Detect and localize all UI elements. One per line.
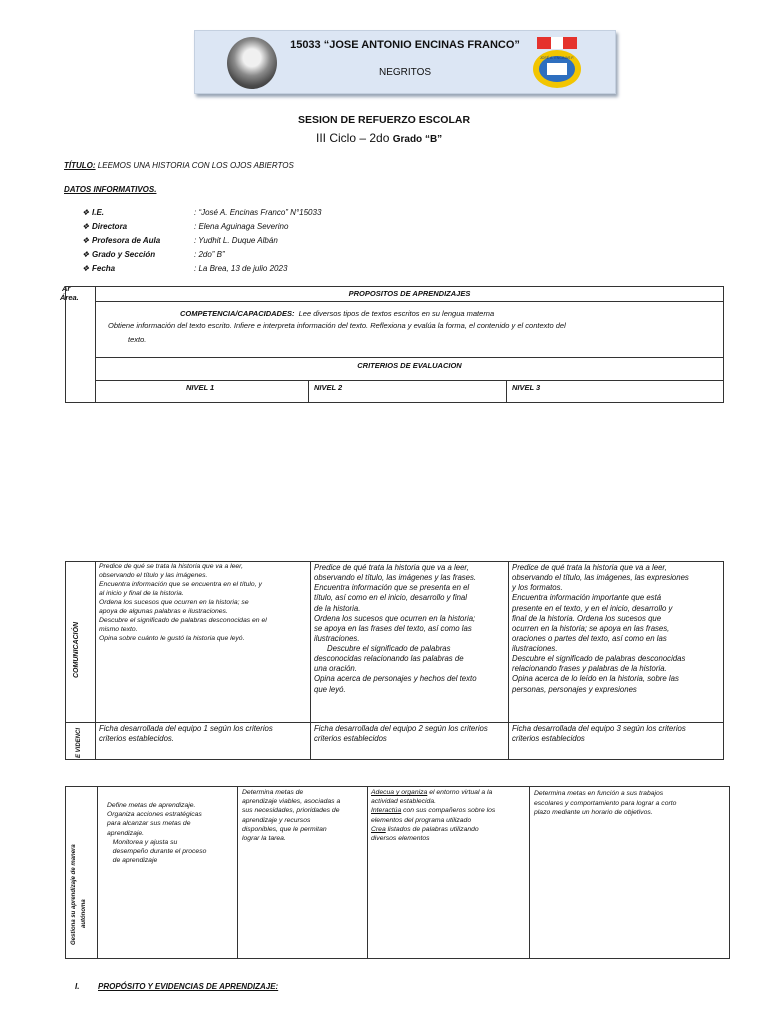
titulo-label: TÍTULO:: [64, 161, 96, 170]
cell-line: Opina acerca de lo leído en la historia, sobre las: [512, 674, 679, 684]
cell-line: criterios establecidos: [512, 734, 585, 744]
propositos-heading: PROPOSITOS DE APRENDIZAJES: [348, 289, 471, 298]
cell-text: con sus compañeros sobre los: [401, 807, 496, 815]
datos-label: DATOS INFORMATIVOS.: [64, 185, 157, 194]
table3-divider: [529, 786, 530, 959]
titulo-value: LEEMOS UNA HISTORIA CON LOS OJOS ABIERTOS: [97, 161, 294, 170]
area-comunicacion: COMUNICACIÓN: [73, 622, 80, 678]
cell-text: diversos elementos: [371, 834, 430, 842]
cell-line: criterios establecidos: [314, 734, 387, 744]
cell-line: apoya de algunas palabras e ilustraciones.: [99, 607, 228, 615]
cell-line: criterios establecidos.: [99, 734, 174, 744]
table1-divider: [95, 380, 724, 381]
session-title: SESION DE REFUERZO ESCOLAR: [297, 114, 471, 126]
cell-line: Ordena los sucesos que ocurren en la historia;: [314, 613, 476, 623]
table1-divider: [95, 301, 724, 302]
cell-line: Descubre el significado de palabras: [314, 644, 451, 653]
table3-divider: [237, 786, 238, 959]
cycle-text: III Ciclo – 2do: [316, 131, 390, 145]
datos-key: Directora: [92, 222, 128, 231]
cell-line: una oración.: [314, 664, 357, 674]
cell-line: se apoya en las frases del texto, así como las: [314, 623, 472, 633]
cell-line: Organiza acciones estratégicas: [107, 811, 202, 819]
cell-text: el entorno virtual a la: [427, 789, 493, 796]
cell-line: desempeño durante el proceso: [107, 847, 207, 855]
nivel1-cell: [99, 563, 307, 644]
cell-line: Define metas de aprendizaje.: [107, 802, 196, 809]
diamond-bullet-icon: ❖: [82, 236, 90, 245]
evidencia2-cell: [314, 724, 506, 744]
cell-line: relacionando frases y palabras de la historia.: [512, 664, 667, 674]
competencia-label: COMPETENCIA/CAPACIDADES:: [180, 309, 295, 318]
cell-underlined: Interactúa: [371, 807, 402, 815]
cell-line: aprendizaje viables, asociadas a: [242, 798, 341, 806]
cell-line: escolares y comportamiento para lograr a corto: [534, 799, 677, 807]
cell-line: aprendizaje.: [107, 829, 145, 837]
table3-divider: [367, 786, 368, 959]
school-badge-icon: [531, 35, 583, 89]
titulo-line: [64, 161, 294, 170]
cell-line: [371, 816, 527, 825]
grade-text: Grado “B”: [392, 134, 443, 145]
datos-key: Fecha: [92, 264, 116, 273]
cell-line: Predice de qué trata la historia que va a leer,: [314, 563, 469, 572]
diamond-bullet-icon: ❖: [82, 208, 90, 217]
cell-line: [371, 806, 527, 815]
table3-divider: [97, 786, 98, 959]
table2-divider: [508, 561, 509, 760]
nivel1-header: NIVEL 1: [186, 383, 215, 392]
cell-line: observando el título y las imágenes.: [99, 571, 208, 579]
cell-line: disponibles, que le permitan: [242, 825, 327, 833]
cell-line: mismo texto.: [99, 625, 138, 633]
nivel2-cell: [314, 563, 506, 695]
datos-key: Grado y Sección: [92, 250, 156, 259]
cell-line: Encuentra información que se encuentra en el título, y: [99, 580, 262, 588]
cell-line: Descubre el significado de palabras desconocidas en el: [99, 616, 267, 624]
datos-value: : “José A. Encinas Franco” N°15033: [194, 208, 322, 217]
cell-line: ilustraciones.: [512, 644, 558, 653]
cell-line: Opina sobre cuánto le gustó la historia que leyó.: [99, 634, 245, 642]
cell-line: para alcanzar sus metas de: [107, 820, 191, 828]
nivel3-cell: [512, 563, 720, 695]
cell-line: Predice de qué trata la historia que va a leer,: [512, 563, 667, 572]
cell-line: ocurren en la historia; se apoya en las frases,: [512, 623, 670, 633]
area-gestiona-1: Gestiona su aprendizaje de manera: [71, 844, 77, 945]
capacidades-line-1: Obtiene información del texto escrito. Infiere e interpreta información del texto. Reflexiona y evalúa la forma, el contenido y el contexto del: [108, 321, 566, 330]
cell-line: Ficha desarrollada del equipo 1 según los criterios: [99, 724, 273, 733]
cell-line: Ficha desarrollada del equipo 2 según los criterios: [314, 724, 488, 733]
table1-divider: [308, 380, 309, 403]
table2-divider: [310, 561, 311, 760]
cell-line: [371, 834, 527, 843]
cell-line: personas, personajes y expresiones: [512, 684, 637, 694]
diamond-bullet-icon: ❖: [82, 222, 90, 231]
table1-divider: [95, 357, 724, 358]
cell-line: plazo mediante un horario de objetivos.: [534, 809, 653, 817]
datos-row-directora: [82, 222, 289, 231]
cell-line: final de la historia. Ordena los sucesos que: [512, 613, 662, 623]
footer-numeral: I.: [75, 982, 80, 991]
cell-line: aprendizaje y recursos: [242, 816, 311, 824]
cell-line: [371, 825, 527, 834]
gestiona-col2: [242, 788, 366, 843]
capacidades-line-2: texto.: [128, 335, 147, 344]
cell-line: ilustraciones.: [314, 633, 360, 643]
cell-line: Ficha desarrollada del equipo 3 según los criterios: [512, 724, 686, 733]
criterios-heading: CRITERIOS DE EVALUACION: [357, 361, 462, 370]
cell-line: [371, 797, 527, 806]
datos-row-ie: [82, 208, 322, 217]
footer-title: PROPÓSITO Y EVIDENCIAS DE APRENDIZAJE:: [98, 982, 279, 991]
nivel3-header: NIVEL 3: [512, 383, 541, 392]
cell-line: observando el título, las imágenes, las expresiones: [512, 573, 689, 583]
cell-underlined: Adecua y organiza: [371, 789, 428, 796]
evidencia1-cell: [99, 724, 307, 744]
cell-line: oraciones o partes del texto, así como en las: [512, 633, 667, 643]
cell-line: Descubre el significado de palabras desconocidas: [512, 654, 686, 664]
cell-line: título, así como en el inicio, desarrollo y final: [314, 593, 467, 603]
datos-row-fecha: [82, 264, 288, 273]
table2-divider: [95, 561, 96, 760]
cell-line: Ordena los sucesos que ocurren en la historia; se: [99, 598, 249, 606]
session-cycle: [316, 131, 442, 145]
cell-line: Opina acerca de personajes y hechos del texto: [314, 674, 477, 684]
cell-line: observando el título, las imágenes y las frases.: [314, 573, 477, 583]
datos-value: : La Brea, 13 de julio 2023: [194, 264, 288, 273]
cell-underlined: Crea: [371, 825, 386, 833]
datos-value: : 2do” B”: [194, 250, 225, 259]
datos-key: I.E.: [92, 208, 105, 217]
cell-line: de la historia.: [314, 603, 361, 613]
diamond-bullet-icon: ❖: [82, 250, 90, 259]
area-label-1: Ar: [62, 284, 71, 293]
cell-text: listados de palabras utilizando: [385, 825, 479, 833]
area-label-2: Área.: [60, 293, 79, 302]
datos-key: Profesora de Aula: [92, 236, 161, 245]
cell-line: Predice de qué se trata la historia que va a leer,: [99, 563, 243, 570]
propositos-table: [65, 286, 724, 403]
cell-line: lograr la tarea.: [242, 834, 286, 842]
cell-line: presente en el texto, y en el inicio, desarrollo y: [512, 603, 673, 613]
area-evidencia: E VIDENCI: [76, 727, 82, 758]
cell-line: Encuentra información importante que está: [512, 593, 662, 603]
school-name: 15033 “JOSE ANTONIO ENCINAS FRANCO”: [290, 39, 520, 51]
school-header: [194, 30, 616, 94]
gestiona-col3: [371, 788, 527, 843]
table1-divider: [506, 380, 507, 403]
cell-line: y los formatos.: [512, 583, 563, 593]
cell-line: Determina metas en función a sus trabajos: [534, 790, 664, 797]
datos-value: : Elena Aguinaga Severino: [194, 222, 289, 231]
table1-divider: [95, 286, 96, 403]
cell-line: Monitorea y ajusta su: [107, 838, 178, 846]
cell-line: que leyó.: [314, 684, 346, 694]
cell-text: actividad establecida.: [371, 798, 436, 806]
cell-line: de aprendizaje: [107, 857, 158, 865]
competencia-value: Lee diversos tipos de textos escritos en su lengua materna: [298, 309, 495, 318]
cell-line: desconocidas relacionando las palabras de: [314, 654, 464, 664]
cell-line: [371, 788, 527, 797]
gestiona-col1: [107, 801, 233, 865]
cell-text: elementos del programa utilizado: [371, 816, 472, 824]
datos-row-grado: [82, 250, 225, 259]
badge-text: JOSÉ A. ENCINAS F.: [539, 56, 575, 60]
cell-line: al inicio y final de la historia.: [99, 589, 184, 597]
cell-line: Encuentra información que se presenta en el: [314, 583, 470, 593]
cell-line: Determina metas de: [242, 789, 304, 796]
evidencia3-cell: [512, 724, 720, 744]
diamond-bullet-icon: ❖: [82, 264, 90, 273]
datos-value: : Yudhit L. Duque Albán: [194, 236, 278, 245]
gestiona-col4: [534, 789, 726, 818]
datos-row-profesora: [82, 236, 278, 245]
area-gestiona-2: autónoma: [81, 899, 87, 928]
competencia-line: [180, 309, 494, 318]
nivel2-header: NIVEL 2: [314, 383, 343, 392]
table2-divider: [65, 722, 724, 723]
cell-line: sus necesidades, prioridades de: [242, 807, 340, 815]
school-location: NEGRITOS: [378, 67, 432, 78]
